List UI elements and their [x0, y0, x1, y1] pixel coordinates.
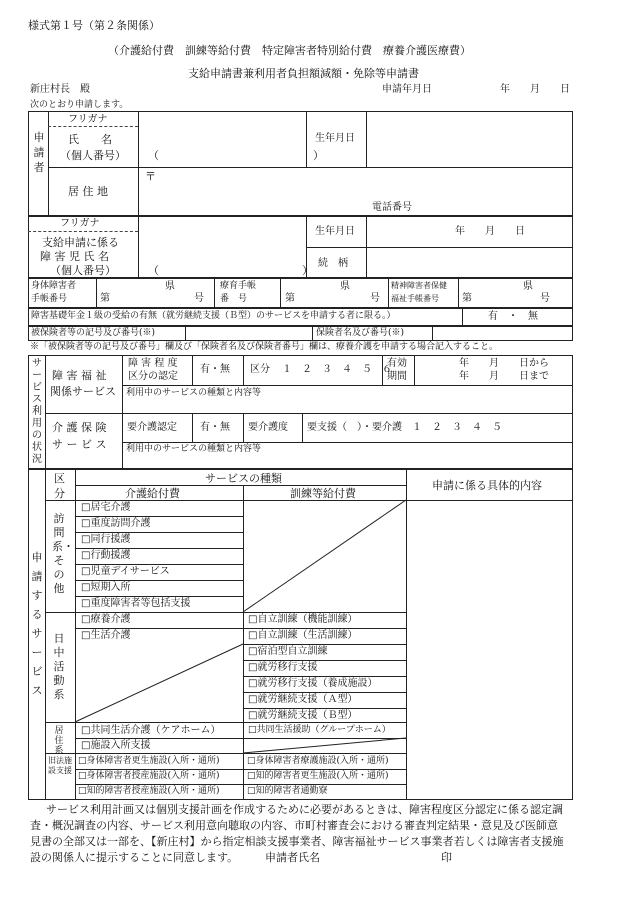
degree-label-2: 区分の認定: [128, 371, 178, 382]
service-option[interactable]: □児童デイサービス: [81, 566, 170, 577]
ryoiku-dai: 第: [285, 293, 295, 304]
apply-date-field[interactable]: 年 月 日: [500, 84, 570, 95]
group-day-label: 日中活動系: [53, 632, 65, 701]
consent-line-1: サービス利用計画又は個別支援計画を作成するために必要があるときは、障害程度区分認定に係る認定調: [46, 803, 563, 816]
kubun-numbers[interactable]: １ ２ ３ ４ ５ ６: [282, 364, 392, 375]
valid-label-2: 期間: [387, 371, 407, 382]
service-option[interactable]: □知的障害者更生施設(入所・通所): [247, 771, 389, 781]
applicant-number-field[interactable]: （ ）: [148, 149, 324, 162]
applicant-furigana-label: フリガナ: [68, 114, 108, 125]
form-title: 支給申請書兼利用者負担額減額・免除等申請書: [188, 67, 419, 80]
service-option[interactable]: □重度訪問介護: [81, 518, 151, 529]
services-side-label: 申請するサービス: [31, 551, 43, 697]
service-option[interactable]: □施設入所支援: [81, 740, 151, 751]
service-option[interactable]: □就労継続支援（Ｂ型）: [248, 710, 358, 721]
relation-label: 続 柄: [318, 258, 348, 269]
usage-side-label: サービス利用の状況: [32, 358, 42, 465]
welfare-in-use-label: 利用中のサービスの種類と内容等: [126, 388, 262, 398]
service-option[interactable]: □生活介護: [81, 630, 131, 641]
care-level-label: 要介護度: [248, 422, 288, 433]
mental-go: 号: [540, 293, 550, 304]
seal-mark[interactable]: 印: [441, 851, 452, 864]
ryoiku-label-2: 番 号: [220, 294, 248, 304]
care-cert-yes-no[interactable]: 有・無: [200, 422, 230, 433]
service-option[interactable]: □重度障害者等包括支援: [81, 598, 191, 609]
service-option[interactable]: □就労移行支援: [248, 662, 318, 673]
child-birth-label: 生年月日: [315, 226, 355, 237]
applicant-side-label: 申請者: [33, 131, 45, 174]
intro-text: 次のとおり申請します。: [30, 100, 129, 110]
service-option[interactable]: □就労移行支援（養成施設）: [248, 678, 378, 689]
ryoiku-label-1: 療育手帳: [220, 281, 257, 291]
degree-label-1: 障 害 程 度: [128, 358, 178, 369]
service-option[interactable]: □行動援護: [81, 550, 131, 561]
consent-line-2: 査・概況調査の内容、サービス利用意向聴取の内容、市町村審査会における審査判定結果・意見及び医師意: [30, 819, 558, 832]
mental-cert-label-2: 福祉手帳番号: [391, 294, 439, 303]
applicant-name-label: 氏 名: [68, 133, 112, 146]
form-number: 様式第１号（第２条関係）: [28, 19, 160, 32]
service-option[interactable]: □療養介護: [81, 614, 131, 625]
welfare-label-2: 関係サービス: [50, 385, 116, 398]
pension-question: 障害基礎年金１級の受給の有無（就労継続支援（Ｂ型）のサービスを申請する者に限る。）: [31, 311, 396, 321]
postal-mark[interactable]: 〒: [145, 170, 156, 183]
valid-label-1: 有効: [387, 358, 407, 369]
signature-label: 申請者氏名: [265, 851, 320, 864]
ryoiku-pref: 県: [340, 281, 350, 292]
valid-until[interactable]: 年 月 日まで: [459, 371, 549, 382]
physical-cert-go: 号: [194, 293, 204, 304]
care-label-2: サ ー ビ ス: [52, 438, 107, 451]
applicant-birth-label: 生年月日: [315, 133, 355, 144]
care-column-head: 介護給付費: [125, 487, 180, 500]
service-option[interactable]: □自立訓練（機能訓練）: [248, 614, 358, 625]
insurance-note: ※「被保険者等の記号及び番号」欄及び「保険者名及び保険者番号」欄は、療養介護を申請する場合記入すること。: [30, 342, 499, 352]
physical-cert-pref: 県: [165, 281, 175, 292]
service-option[interactable]: □共同生活介護（ケアホーム）: [81, 725, 221, 736]
consent-line-3: 見書の全部又は一部を、【新庄村】から指定相談支援事業者、障害福祉サービス事業者若しくは障害者支援施: [30, 835, 564, 848]
care-label-1: 介 護 保 険: [52, 421, 107, 434]
kubun-head-1: 区: [54, 472, 65, 485]
child-number-label: （個人番号）: [50, 264, 116, 277]
insurer-label: 保険者名及び番号(※): [316, 328, 405, 338]
service-option[interactable]: □自立訓練（生活訓練）: [248, 630, 358, 641]
welfare-label-1: 障 害 福 祉: [52, 369, 107, 382]
degree-yes-no[interactable]: 有・無: [200, 364, 230, 375]
service-option[interactable]: □短期入所: [81, 582, 131, 593]
service-option[interactable]: □就労継続支援（Ａ型）: [248, 694, 358, 705]
applicant-number-label: （個人番号）: [60, 149, 126, 162]
mental-pref: 県: [523, 281, 533, 292]
group-visit-label: 訪問系・その他: [52, 512, 74, 595]
mental-cert-label-1: 精神障害者保健: [391, 281, 447, 290]
care-in-use-label: 利用中のサービスの種類と内容等: [126, 444, 262, 454]
mental-dai: 第: [462, 293, 472, 304]
physical-cert-dai: 第: [100, 293, 110, 304]
pension-yes-no[interactable]: 有 ・ 無: [488, 311, 538, 322]
valid-from[interactable]: 年 月 日から: [459, 358, 549, 369]
physical-cert-label-2: 手帳番号: [31, 294, 68, 304]
child-furigana-label: フリガナ: [60, 218, 100, 229]
physical-cert-label-1: 身体障害者: [31, 281, 77, 291]
group-residence-label: 居住系: [54, 726, 64, 756]
child-number-field[interactable]: （ ）: [148, 264, 313, 277]
group-old-law-label: 旧法施設支援: [48, 756, 72, 775]
service-option[interactable]: □知的障害者授産施設(入所・通所): [78, 786, 220, 796]
addressee: 新庄村長 殿: [30, 84, 90, 95]
phone-label: 電話番号: [372, 202, 412, 213]
consent-line-4: 設の関係人に提示することに同意します。: [30, 851, 239, 864]
kubun-head-2: 分: [54, 487, 65, 500]
care-cert-label: 要介護認定: [127, 422, 177, 433]
service-option[interactable]: □共同生活援助（グループホーム）: [248, 725, 391, 735]
service-kinds-head: サービスの種類: [205, 472, 282, 485]
kubun-label: 区分: [250, 364, 270, 375]
training-column-head: 訓練等給付費: [290, 487, 356, 500]
applicant-address-label: 居 住 地: [68, 185, 108, 198]
service-option[interactable]: □居宅介護: [81, 502, 131, 513]
apply-date-label: 申請年月日: [382, 84, 432, 95]
child-name-label-1: 支給申請に係る: [42, 236, 119, 249]
detail-column-head: 申請に係る具体的内容: [432, 479, 542, 492]
insured-number-label: 被保険者等の記号及び番号(※): [31, 328, 156, 338]
service-option[interactable]: □宿泊型自立訓練: [248, 646, 328, 657]
service-option[interactable]: □知的障害者通勤寮: [247, 786, 328, 796]
service-option[interactable]: □身体障害者授産施設(入所・通所): [78, 771, 220, 781]
service-option[interactable]: □身体障害者療護施設(入所・通所): [247, 756, 389, 766]
care-level-options[interactable]: 要支援（ ）・要介護 １ ２ ３ ４ ５: [307, 422, 502, 433]
ryoiku-go: 号: [370, 293, 380, 304]
child-name-label-2: 障 害 児 氏 名: [40, 250, 109, 263]
child-birth-field[interactable]: 年 月 日: [455, 226, 525, 237]
benefit-types: （介護給付費 訓練等給付費 特定障害者特別給付費 療養介護医療費）: [108, 44, 471, 57]
service-option[interactable]: □身体障害者更生施設(入所・通所): [78, 756, 220, 766]
service-option[interactable]: □同行援護: [81, 534, 131, 545]
